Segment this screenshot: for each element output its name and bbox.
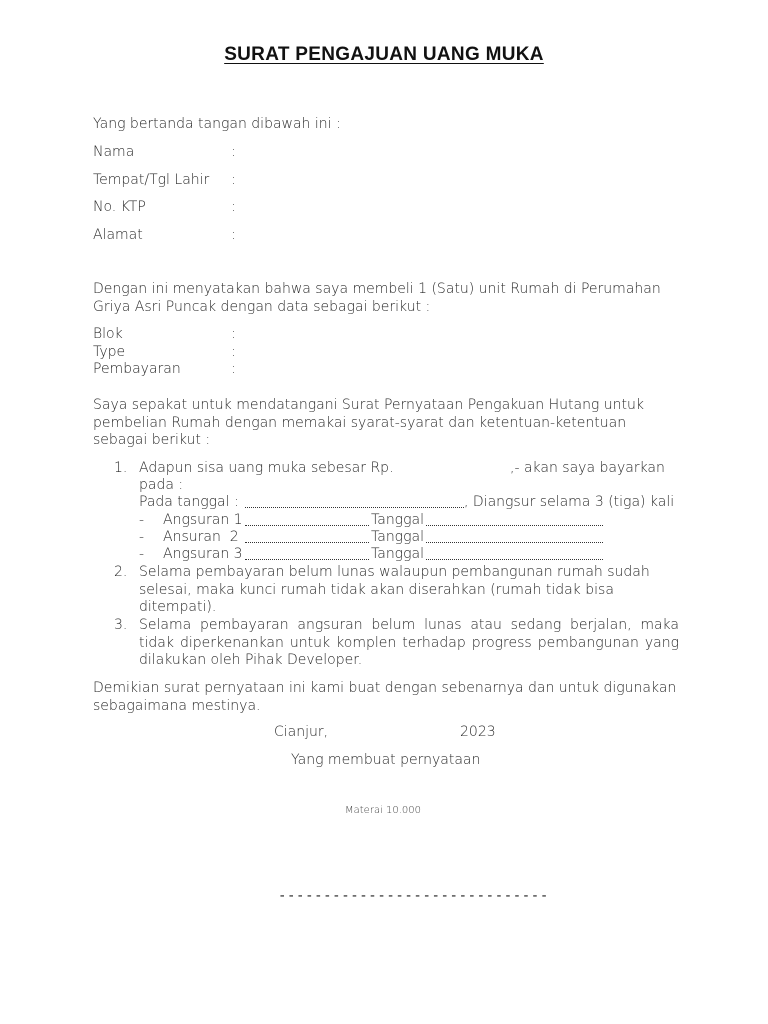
installment-label-2: Ansuran 2: [163, 529, 239, 545]
installment-dash: -: [139, 529, 145, 545]
field-label-type: Type: [93, 344, 126, 360]
term1-installment-text: , Diangsur selama 3 (tiga) kali: [464, 494, 675, 510]
date-blank: [245, 507, 464, 508]
closing-paragraph: Demikian surat pernyataan ini kami buat dengan sebenarnya dan untuk digunakan sebagaimana mestinya.: [93, 680, 677, 714]
amount-blank: [245, 542, 369, 543]
field-colon: :: [231, 227, 236, 243]
place-label: Cianjur,: [274, 724, 329, 740]
field-label-pembayaran: Pembayaran: [93, 361, 181, 377]
signature-line: ------------------------------: [278, 888, 549, 904]
term3-text: Selama pembayaran angsuran belum lunas atau sedang berjalan, maka tidak diperkenankan untuk komplen terhadap progress pembangunan yang dilakukan oleh Pihak Developer.: [139, 617, 679, 668]
date-blank: [426, 542, 603, 543]
field-label-alamat: Alamat: [93, 227, 143, 243]
field-label-tempat-tgl-lahir: Tempat/Tgl Lahir: [93, 172, 210, 188]
term-number: 1.: [114, 460, 128, 476]
term1-date-label: Pada tanggal :: [139, 494, 239, 510]
field-label-blok: Blok: [93, 326, 123, 342]
field-label-no-ktp: No. KTP: [93, 199, 146, 215]
stamp-label: Materai 10.000: [345, 805, 422, 816]
installment-date-label: Tanggal: [371, 546, 424, 562]
signer-label: Yang membuat pernyataan: [291, 752, 481, 768]
term1-text-pada: pada :: [139, 477, 184, 493]
amount-blank: [245, 559, 369, 560]
field-label-nama: Nama: [93, 144, 135, 160]
term1-text-b: ,- akan saya bayarkan: [510, 460, 665, 476]
intro-text: Yang bertanda tangan dibawah ini :: [93, 116, 341, 132]
field-colon: :: [231, 199, 236, 215]
installment-date-label: Tanggal: [371, 529, 424, 545]
statement-paragraph: Dengan ini menyatakan bahwa saya membeli 1 (Satu) unit Rumah di Perumahan Griya Asri Puncak dengan data sebagai berikut :: [93, 281, 661, 315]
installment-label-1: Angsuran 1: [163, 512, 243, 528]
field-colon: :: [231, 144, 236, 160]
installment-label-3: Angsuran 3: [163, 546, 243, 562]
amount-blank: [245, 525, 369, 526]
term1-text-a: Adapun sisa uang muka sebesar Rp.: [139, 460, 394, 476]
term-number: 2.: [114, 564, 128, 580]
date-blank: [426, 525, 603, 526]
year-label: 2023: [460, 724, 496, 740]
installment-dash: -: [139, 546, 145, 562]
date-blank: [426, 559, 603, 560]
installment-dash: -: [139, 512, 145, 528]
agreement-paragraph: Saya sepakat untuk mendatangani Surat Pernyataan Pengakuan Hutang untuk pembelian Rumah dengan memakai syarat-syarat dan ketentuan-ketentuan sebagai berikut :: [93, 397, 645, 448]
document-title: SURAT PENGAJUAN UANG MUKA: [224, 44, 544, 65]
field-colon: :: [231, 172, 236, 188]
field-colon: :: [231, 361, 236, 377]
term2-text: Selama pembayaran belum lunas walaupun pembangunan rumah sudah selesai, maka kunci rumah tidak akan diserahkan (rumah tidak bisa ditempati).: [139, 564, 650, 615]
installment-date-label: Tanggal: [371, 512, 424, 528]
field-colon: :: [231, 344, 236, 360]
field-colon: :: [231, 326, 236, 342]
term-number: 3.: [114, 617, 128, 633]
